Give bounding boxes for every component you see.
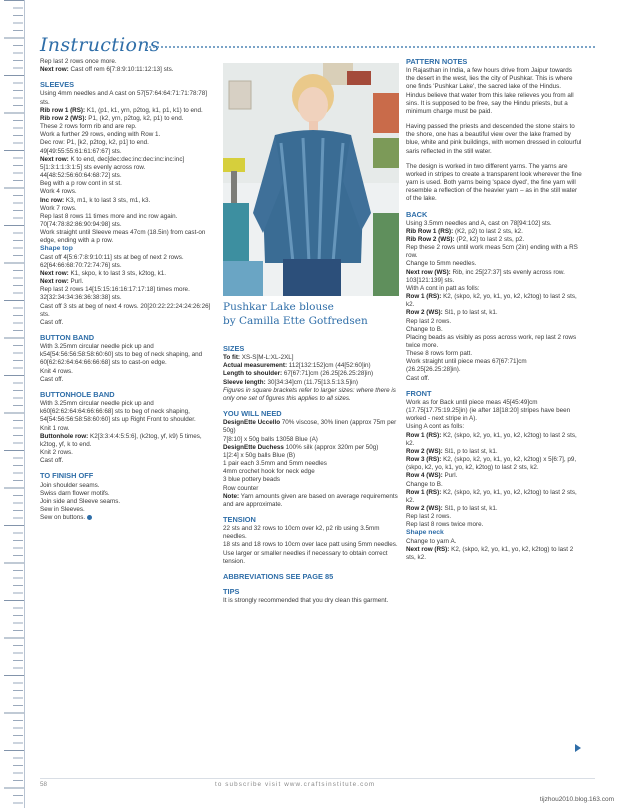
instruction-line: The design is worked in two different yarns. The yarns are worked in stripes to create a transparent look wherever the fine yarn is used. Both yarns being 'space dyed', the fine yarn will resemble a reflection of the heavier yarn – as in the still water of the lake. bbox=[406, 162, 582, 203]
instruction-line bbox=[406, 269, 582, 285]
instruction-line: Having passed the priests and descended the stone stairs to the shore, one has a beautiful view over the lake framed by blue, white and pink buildings, with women dressed in colourful saris reflected in the still water. bbox=[406, 123, 582, 155]
section-heading: BUTTON BAND bbox=[40, 333, 95, 342]
instruction-line: Swiss darn flower motifs. bbox=[40, 489, 110, 497]
section-heading: FRONT bbox=[406, 388, 432, 398]
row-label: Next row (RS): bbox=[406, 545, 450, 553]
instruction-text: K2, (skpo, k2, yo, k1, yo, k2, k2tog) x 5[6:7], p9, (skpo, k2, yo, k1, yo, k2, k2tog) to last 2 sts, k2. bbox=[406, 456, 577, 472]
header-dotted-rule bbox=[146, 46, 595, 48]
row-label: Row 3 (RS): bbox=[406, 456, 442, 464]
instruction-line bbox=[223, 379, 399, 387]
row-label: DesignEtte Uccello bbox=[223, 419, 281, 427]
instruction-line: Rep last 2 rows once more. bbox=[40, 58, 117, 65]
instruction-line: These 8 rows form patt. bbox=[406, 350, 473, 358]
instruction-text: K2[3:3:4:4:5:5:6], (k2tog, yf, k9) 5 times, k2tog, yf, k to end. bbox=[40, 432, 202, 448]
row-label: Length to shoulder: bbox=[223, 370, 283, 378]
instruction-line bbox=[406, 489, 582, 505]
row-label: Next row: bbox=[40, 66, 69, 74]
instruction-line: Rep last 2 rows 14[15:15:16:16:17:17:18] times more. 32[32:34:34:36:36:38:38] sts. bbox=[40, 286, 190, 302]
instruction-text: Sl1, p to last st, k1. bbox=[442, 309, 498, 317]
instruction-line: Using 3.5mm needles and A, cast on 78[94:102] sts. bbox=[406, 219, 552, 227]
instruction-line: Placing beads as visibly as poss across work, rep last 2 rows twice more. bbox=[406, 333, 577, 349]
instruction-text: K1, (p1, k1, yrn, p2tog, k1, p1, k1) to end. bbox=[85, 106, 203, 114]
instruction-line bbox=[40, 278, 216, 286]
instruction-line bbox=[40, 197, 216, 205]
instruction-line: It is strongly recommended that you dry clean this garment. bbox=[223, 597, 389, 605]
row-label: Rib Row 2 (WS): bbox=[406, 235, 455, 243]
instruction-line: Beg with a p row cont in st st. bbox=[40, 180, 122, 188]
instruction-line: Rep last 2 rows. bbox=[406, 317, 452, 325]
instruction-line bbox=[406, 505, 582, 513]
instruction-line: With 3.25mm circular needle pick up and k54[54:56:56:58:58:60:60] sts to beg of neck shaping, and 60[62:62:64:64:66:66:68] sts to cast-on edge. bbox=[40, 343, 203, 367]
row-label: DesignEtte Duchess bbox=[223, 443, 284, 451]
instruction-line: In Rajasthan in India, a few hours drive from Jaipur towards the desert in the west, lies the city of Pushkar. This is where one finds 'Pushkar Lake', the sacred lake of the Hindus. Hindus believe that water from this lake relieves you from all sins. It is supposed to be free, say the Hindu priests, but a minimum charge must be paid. bbox=[406, 67, 574, 115]
blouse-photo-illustration bbox=[223, 63, 399, 296]
instruction-line: Change to B. bbox=[406, 325, 443, 333]
instruction-text: Purl. bbox=[442, 472, 458, 480]
instruction-line: Work 4 rows. bbox=[40, 188, 77, 196]
instruction-line bbox=[223, 362, 399, 370]
subsection-heading: Shape neck bbox=[406, 529, 444, 537]
pattern-name: Pushkar Lake blouse bbox=[223, 301, 334, 313]
row-label: Next row: bbox=[40, 155, 69, 163]
instruction-line: Work straight until piece meas 67[67:71]cm (26.25[26.25:28]in). bbox=[406, 358, 527, 374]
continue-arrow-icon bbox=[575, 744, 581, 752]
instruction-line: Knit 1 row. bbox=[40, 424, 70, 432]
instruction-line bbox=[406, 472, 582, 480]
instruction-line: Cast off. bbox=[40, 457, 64, 465]
section-header bbox=[40, 34, 595, 56]
instruction-text: P1, (k2, yrn, p2tog, k2, p1) to end. bbox=[86, 114, 184, 122]
instruction-line bbox=[40, 115, 216, 123]
section-heading: TIPS bbox=[223, 587, 240, 597]
instruction-line: With A cont in patt as folls: bbox=[406, 284, 480, 292]
model-photo bbox=[223, 63, 399, 296]
end-bullet-icon bbox=[87, 515, 92, 520]
row-label: Actual measurement: bbox=[223, 362, 288, 370]
instruction-line: Row counter bbox=[223, 484, 259, 492]
instruction-text: Rib, inc 25[27:37] sts evenly across row. 103[121:139] sts. bbox=[406, 268, 565, 284]
row-label: Row 1 (RS): bbox=[406, 293, 442, 301]
page-number: 58 bbox=[40, 781, 48, 788]
instruction-line: Cast off 4[5:6:7:8:9:10:11] sts at beg of next 2 rows. 62[64:66:68:70:72:74:76] sts. bbox=[40, 253, 184, 269]
row-label: Rib row 2 (WS): bbox=[40, 114, 87, 122]
row-label: Row 2 (WS): bbox=[406, 504, 443, 512]
instruction-line bbox=[40, 107, 216, 115]
instruction-text: Purl. bbox=[68, 278, 84, 286]
instruction-line: Knit 4 rows. bbox=[40, 367, 73, 375]
pattern-title bbox=[223, 300, 403, 328]
instruction-text: K2, (skpo, k2, yo, k1, yo, k2, k2tog) to last 2 sts, k2. bbox=[406, 545, 574, 561]
instruction-line bbox=[40, 156, 216, 180]
section-heading: BUTTONHOLE BAND bbox=[40, 389, 115, 399]
section-heading: TENSION bbox=[223, 514, 256, 524]
instruction-line: Work straight until Sleeve meas 47cm (18.5in) from cast-on edge, ending with a p row. bbox=[40, 229, 206, 245]
instruction-text: 100% silk (approx 320m per 50g) bbox=[283, 443, 379, 451]
row-label: Row 2 (WS): bbox=[406, 447, 443, 455]
instruction-line: Change to B. bbox=[406, 480, 443, 488]
column-middle bbox=[223, 338, 399, 605]
section-heading: YOU WILL NEED bbox=[223, 409, 282, 419]
instruction-line bbox=[223, 493, 399, 509]
instruction-line bbox=[406, 432, 582, 448]
instruction-line: Join side and Sleeve seams. bbox=[40, 497, 121, 505]
instruction-text: Sl1, p to last st, k1. bbox=[442, 504, 498, 512]
instruction-line: Change to yarn A. bbox=[406, 537, 457, 545]
instruction-line: Change to 5mm needles. bbox=[406, 260, 477, 268]
row-label: Rib row 1 (RS): bbox=[40, 106, 86, 114]
row-label: To fit: bbox=[223, 354, 241, 362]
instruction-line bbox=[406, 228, 582, 236]
instruction-line bbox=[406, 309, 582, 317]
instruction-line: 7[8:10] x 50g balls 13058 Blue (A) bbox=[223, 435, 318, 443]
instruction-text: (K2, p2) to last 2 sts, k2. bbox=[453, 227, 523, 235]
instruction-line bbox=[406, 448, 582, 456]
section-heading: SIZES bbox=[223, 344, 245, 353]
instruction-line: 4mm crochet hook for neck edge bbox=[223, 468, 315, 476]
pattern-designer: by Camilla Ette Gotfredsen bbox=[223, 315, 368, 327]
instruction-line: Rep these 2 rows until work meas 5cm (2in) ending with a RS row. bbox=[406, 244, 578, 260]
instruction-line bbox=[40, 66, 216, 74]
instruction-text: K to end, dec[dec:dec:inc:dec:inc:inc:inc] 5[1:3:1:1:3:1:5] sts evenly across row. 44[48:52:56:60:64:68:72] sts. bbox=[40, 155, 185, 180]
page-title: Instructions bbox=[40, 34, 160, 56]
row-label: Row 1 (RS): bbox=[406, 431, 442, 439]
instruction-line: Cast off. bbox=[40, 318, 64, 326]
instruction-line: 22 sts and 32 rows to 10cm over k2, p2 rib using 3.5mm needles. bbox=[223, 525, 380, 541]
row-label: Inc row: bbox=[40, 196, 65, 204]
instruction-line: Cast off. bbox=[406, 374, 430, 382]
instruction-text: K2, (skpo, k2, yo, k1, yo, k2, k2tog) to last 2 sts, k2. bbox=[406, 431, 577, 447]
instruction-text: K1, skpo, k to last 3 sts, k2tog, k1. bbox=[68, 269, 167, 277]
section-heading: BACK bbox=[406, 209, 428, 219]
instruction-line: Work as for Back until piece meas 45[45:49]cm (17.75[17.75:19.25]in) (ie after 18[18:20] stripes have been worked - next stripe in A). bbox=[406, 398, 571, 423]
subsection-heading: Shape top bbox=[40, 245, 73, 253]
instruction-line: These 2 rows form rib and are rep. bbox=[40, 123, 137, 131]
instruction-text: K2, (skpo, k2, yo, k1, yo, k2, k2tog) to last 2 sts, k2. bbox=[406, 488, 577, 504]
row-label: Sleeve length: bbox=[223, 378, 266, 386]
row-label: Note: bbox=[223, 492, 240, 500]
section-heading: PATTERN NOTES bbox=[406, 57, 468, 66]
instruction-line bbox=[40, 433, 216, 449]
instruction-line bbox=[406, 546, 582, 562]
instruction-line: Knit 2 rows. bbox=[40, 449, 73, 457]
instruction-text: 30[34:34]cm (11.75[13.5:13.5]in) bbox=[265, 378, 359, 386]
instruction-line: Rep last 8 rows 11 times more and inc row again. 70[74:78:82:86:90:94:98] sts. bbox=[40, 212, 178, 228]
instruction-text: Sl1, p to last st, k1. bbox=[442, 447, 498, 455]
row-label: Buttonhole row: bbox=[40, 432, 89, 440]
left-ruler-major-ticks bbox=[0, 0, 24, 808]
column-left bbox=[40, 58, 216, 522]
instruction-text: Cast off rem 6[7:8:9:10:11:12:13] sts. bbox=[68, 66, 174, 74]
instruction-line: Using A cont as folls: bbox=[406, 423, 465, 431]
instruction-line: 1[2:4] x 50g balls Blue (B) bbox=[223, 451, 296, 459]
size-note: Figures in square brackets refer to larger sizes: where there is only one set of figures this applies to all sizes. bbox=[223, 386, 396, 402]
paragraph-gap bbox=[406, 156, 582, 163]
instruction-line bbox=[406, 456, 582, 472]
instruction-line: Work 7 rows. bbox=[40, 204, 77, 212]
footer-rule bbox=[40, 778, 595, 779]
instruction-line bbox=[223, 354, 399, 362]
instruction-line: Cast off. bbox=[40, 375, 64, 383]
instruction-line bbox=[406, 236, 582, 244]
instruction-line: Rep last 8 rows twice more. bbox=[406, 521, 484, 529]
instruction-line: Dec row: P1, [k2, p2tog, k2, p1] to end. 49[49:55:55:61:61:67:67] sts. bbox=[40, 139, 149, 155]
instruction-line: Use larger or smaller needles if necessary to obtain correct tension. bbox=[223, 549, 388, 565]
instruction-text: K2, (skpo, k2, yo, k1, yo, k2, k2tog) to last 2 sts, k2. bbox=[406, 293, 577, 309]
section-heading: TO FINISH OFF bbox=[40, 471, 94, 481]
instruction-line bbox=[40, 270, 216, 278]
instruction-text: K3, m1, k to last 3 sts, m1, k3. bbox=[64, 196, 151, 204]
row-label: Rib Row 1 (RS): bbox=[406, 227, 454, 235]
instruction-line bbox=[406, 293, 582, 309]
row-label: Next row: bbox=[40, 278, 69, 286]
paragraph-gap bbox=[406, 116, 582, 123]
instruction-line bbox=[223, 444, 399, 452]
section-heading: SLEEVES bbox=[40, 80, 75, 90]
instruction-text: (P2, k2) to last 2 sts, p2. bbox=[454, 235, 525, 243]
instruction-line: Cast off 3 sts at beg of next 4 rows. 20[20:22:22:24:24:26:26] sts. bbox=[40, 302, 211, 318]
instruction-text: Sew on buttons. bbox=[40, 514, 87, 522]
instruction-text: XS-S[M-L:XL-2XL] bbox=[240, 354, 294, 362]
subscribe-url: to subscribe visit www.craftsinstitute.com bbox=[215, 781, 376, 788]
instruction-text: 112[132:152]cm (44[52:60]in) bbox=[287, 362, 371, 370]
instruction-line: 3 blue pottery beads bbox=[223, 476, 281, 484]
row-label: Next row: bbox=[40, 269, 69, 277]
instruction-line: Sew in Sleeves. bbox=[40, 505, 85, 513]
row-label: Next row (WS): bbox=[406, 268, 451, 276]
watermark: tijzhou2010.blog.163.com bbox=[539, 796, 614, 803]
instruction-text: Yarn amounts given are based on average requirements and are approximate. bbox=[223, 492, 398, 508]
instruction-line bbox=[223, 419, 399, 435]
instruction-line: Join shoulder seams. bbox=[40, 481, 100, 489]
column-right bbox=[406, 58, 582, 562]
instruction-text: 67[67:71]cm (26.25[26.25:28]in) bbox=[282, 370, 374, 378]
row-label: Row 1 (RS): bbox=[406, 488, 442, 496]
instruction-line bbox=[40, 514, 216, 522]
instruction-line: Rep last 2 rows. bbox=[406, 513, 452, 521]
instruction-line: 1 pair each 3.5mm and 5mm needles bbox=[223, 460, 327, 468]
instruction-line: Using 4mm needles and A cast on 57[57:64:64:71:71:78:78] sts. bbox=[40, 90, 207, 106]
instruction-line: With 3.25mm circular needle pick up and k60[62:62:64:64:66:66:68] sts to beg of neck shaping, 54[54:56:56:58:58:60:60] sts up Right Front to shoulder. bbox=[40, 400, 196, 424]
instruction-line bbox=[223, 370, 399, 378]
instruction-text: 70% viscose, 30% linen (approx 75m per 50g) bbox=[223, 419, 397, 435]
instruction-line: 18 sts and 18 rows to 10cm over lace patt using 5mm needles. bbox=[223, 541, 398, 549]
instruction-line: Work a further 29 rows, ending with Row 1. bbox=[40, 131, 161, 139]
section-heading: ABBREVIATIONS SEE PAGE 85 bbox=[223, 571, 334, 581]
row-label: Row 4 (WS): bbox=[406, 472, 443, 480]
row-label: Row 2 (WS): bbox=[406, 309, 443, 317]
